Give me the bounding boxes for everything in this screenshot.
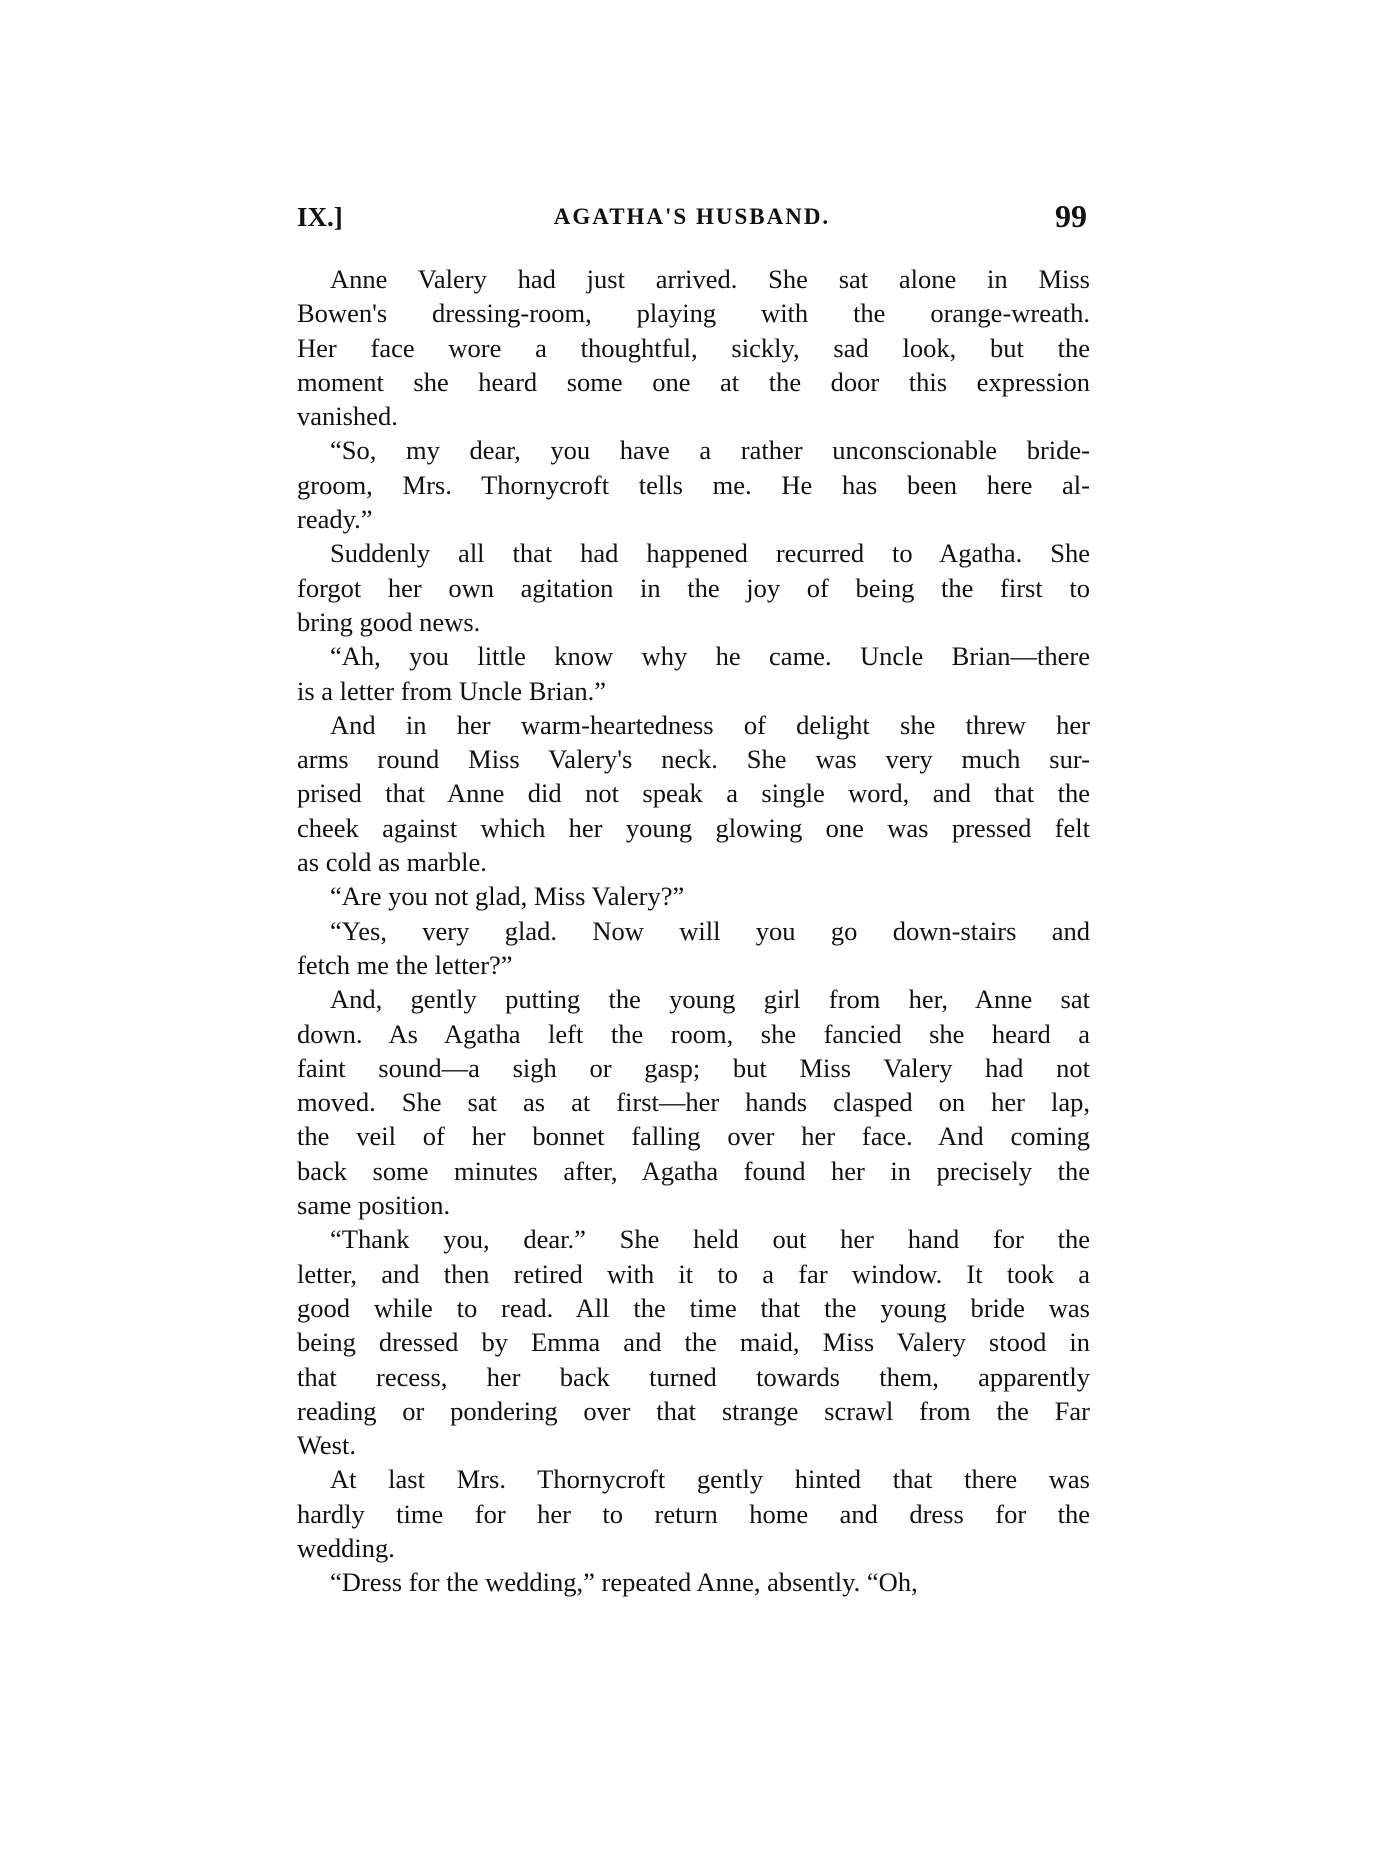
text-line: And, gently putting the young girl from her, Anne sat xyxy=(330,984,1090,1015)
page-number: 99 xyxy=(1055,198,1087,234)
paragraph xyxy=(297,708,1090,879)
text-line: faint sound—a sigh or gasp; but Miss Valery had not xyxy=(297,1052,1090,1083)
running-title: AGATHA'S HUSBAND. xyxy=(553,204,831,229)
paragraph xyxy=(297,262,1090,433)
paragraph xyxy=(297,1462,1090,1565)
text-line: same position. xyxy=(297,1190,451,1221)
paragraph xyxy=(297,914,1090,983)
text-line: “Yes, very glad. Now will you go down-stairs and xyxy=(330,915,1090,946)
running-head xyxy=(297,198,1087,242)
text-line: Anne Valery had just arrived. She sat alone in Miss xyxy=(330,264,1090,294)
text-line: moved. She sat as at first—her hands clasped on her lap, xyxy=(297,1087,1090,1118)
text-line: “Thank you, dear.” She held out her hand for the xyxy=(330,1224,1090,1255)
text-line: arms round Miss Valery's neck. She was very much sur- xyxy=(297,744,1090,775)
text-line: Her face wore a thoughtful, sickly, sad look, but the xyxy=(297,332,1090,363)
text-line: Bowen's dressing-room, playing with the orange-wreath. xyxy=(297,298,1090,329)
text-line: hardly time for her to return home and dress for the xyxy=(297,1498,1090,1529)
text-line: wedding. xyxy=(297,1532,395,1563)
paragraph xyxy=(297,536,1090,639)
text-line: At last Mrs. Thornycroft gently hinted that there was xyxy=(330,1464,1090,1495)
paragraph xyxy=(297,1222,1090,1462)
text-line: good while to read. All the time that the young bride was xyxy=(297,1292,1090,1323)
text-line: ready.” xyxy=(297,504,373,535)
paragraph xyxy=(297,639,1090,708)
text-line: being dressed by Emma and the maid, Miss Valery stood in xyxy=(297,1327,1090,1358)
paragraph xyxy=(297,433,1090,536)
text-line: forgot her own agitation in the joy of being the first to xyxy=(297,572,1090,603)
text-line: “Are you not glad, Miss Valery?” xyxy=(330,881,685,912)
text-line: And in her warm-heartedness of delight she threw her xyxy=(330,709,1090,740)
text-line: West. xyxy=(297,1430,356,1461)
text-line: bring good news. xyxy=(297,606,481,637)
text-line: down. As Agatha left the room, she fancied she heard a xyxy=(297,1018,1090,1049)
text-line: “Dress for the wedding,” repeated Anne, absently. “Oh, xyxy=(330,1567,918,1598)
text-line: is a letter from Uncle Brian.” xyxy=(297,675,607,706)
text-line: prised that Anne did not speak a single word, and that the xyxy=(297,778,1090,809)
text-line: the veil of her bonnet falling over her face. And coming xyxy=(297,1121,1090,1152)
text-line: vanished. xyxy=(297,401,398,432)
paragraph xyxy=(297,1565,1090,1599)
text-line: that recess, her back turned towards them, apparently xyxy=(297,1361,1090,1392)
text-line: groom, Mrs. Thornycroft tells me. He has been here al- xyxy=(297,469,1090,500)
text-line: reading or pondering over that strange scrawl from the Far xyxy=(297,1395,1090,1426)
text-line: moment she heard some one at the door this expression xyxy=(297,366,1090,397)
text-line: “So, my dear, you have a rather unconscionable bride- xyxy=(330,435,1090,466)
text-line: fetch me the letter?” xyxy=(297,949,513,980)
paragraph xyxy=(297,879,1090,913)
text-line: “Ah, you little know why he came. Uncle Brian—there xyxy=(330,641,1090,672)
text-line: letter, and then retired with it to a far window. It took a xyxy=(297,1258,1090,1289)
paragraph xyxy=(297,982,1090,1222)
text-line: Suddenly all that had happened recurred to Agatha. She xyxy=(330,538,1090,569)
text-line: back some minutes after, Agatha found her in precisely the xyxy=(297,1155,1090,1186)
chapter-number: IX.] xyxy=(297,202,343,232)
text-line: as cold as marble. xyxy=(297,847,487,878)
text-line: cheek against which her young glowing one was pressed felt xyxy=(297,812,1090,843)
body-text xyxy=(297,262,1090,1600)
